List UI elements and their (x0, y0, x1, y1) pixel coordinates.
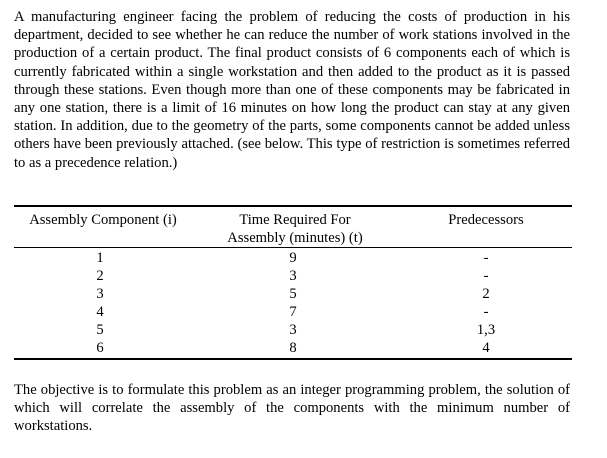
cell-component: 2 (96, 268, 104, 285)
header-time-line1: Time Required For (239, 212, 351, 228)
table-bottom-rule (14, 358, 572, 360)
table-row (0, 321, 607, 339)
cell-predecessors: - (483, 268, 489, 285)
cell-predecessors: 1,3 (476, 322, 496, 339)
cell-time: 3 (289, 268, 297, 285)
cell-time: 5 (289, 286, 297, 303)
cell-predecessors: - (483, 250, 489, 266)
cell-time: 3 (289, 322, 297, 339)
table-header-rule (14, 247, 572, 248)
cell-predecessors: - (483, 304, 489, 321)
cell-time: 7 (289, 304, 297, 321)
header-time-line2: Assembly (minutes) (t) (227, 230, 363, 246)
cell-component: 6 (96, 340, 104, 357)
outro-paragraph: The objective is to formulate this problem as an integer programming problem, the solution of which will correlate the assembly of the components with the minimum number of workstations. (14, 382, 570, 435)
cell-predecessors: 4 (482, 340, 490, 357)
header-predecessors: Predecessors (448, 212, 524, 228)
header-assembly-component: Assembly Component (i) (29, 212, 177, 228)
cell-component: 4 (96, 304, 104, 321)
cell-time: 9 (289, 250, 297, 266)
cell-predecessors: 2 (482, 286, 490, 303)
table-top-rule (14, 205, 572, 207)
table-row (0, 267, 607, 285)
table-body (0, 249, 607, 358)
cell-component: 1 (96, 250, 104, 266)
header-time-required (210, 211, 380, 247)
table-row (0, 249, 607, 267)
table-row (0, 303, 607, 321)
cell-time: 8 (289, 340, 297, 357)
intro-paragraph: A manufacturing engineer facing the problem of reducing the costs of production in his department, decided to see whether he can reduce the number of work stations involved in the production of a certain product. The final product consists of 6 components each of which is currently fabricated within a single workstation and then added to the product as it is passed through these stations. Even though more than one of these components may be fabricated in any one station, there is a limit of 16 minutes on how long the product can stay at any given station. In addition, due to the geometry of the parts, some components cannot be added unless others have been previously attached. (see below. This type of restriction is sometimes referred to as a precedence relation.) (14, 9, 570, 171)
table-row (0, 285, 607, 303)
cell-component: 5 (96, 322, 104, 339)
cell-component: 3 (96, 286, 104, 303)
table-row (0, 339, 607, 357)
